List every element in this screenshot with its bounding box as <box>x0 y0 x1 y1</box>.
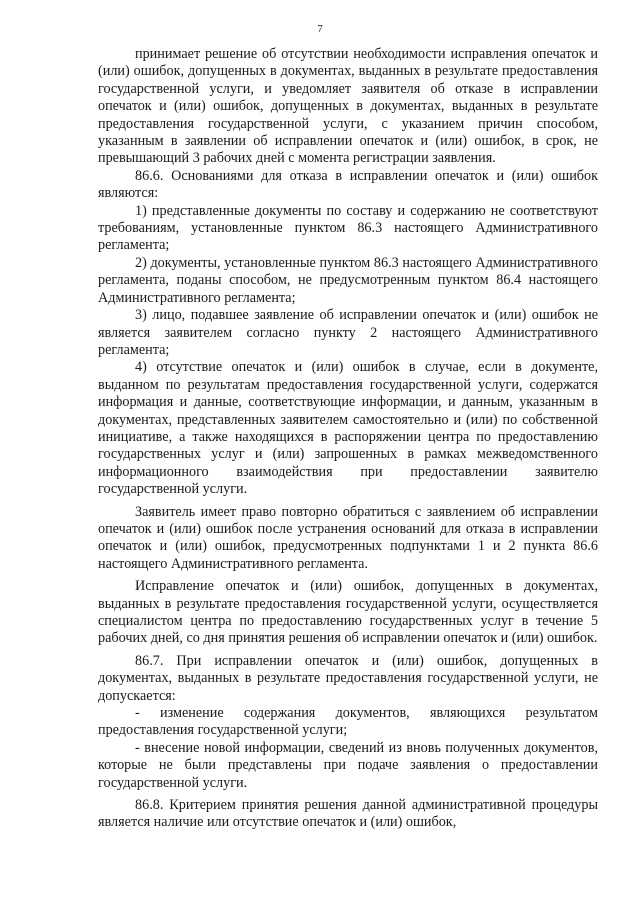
list-item-restriction-1: - изменение содержания документов, являющихся результатом предоставления государственной услуги; <box>98 705 598 739</box>
paragraph-correction-term: Исправление опечаток и (или) ошибок, допущенных в документах, выданных в результате предоставления государственной услуги, осуществляется специалистом центра по предоставлению государственных услуг в течение 5 рабочих дней, со дня принятия решения об исправлении опечаток и (или) ошибок. <box>98 578 598 647</box>
list-item-ground-4: 4) отсутствие опечаток и (или) ошибок в случае, если в документе, выданном по результатам предоставления государственной услуги, содержатся информация и данные, соответствующие информации, и данным, указанным в документах, представленных заявителем самостоятельно и (или) по собственной инициативе, а также находящихся в распоряжении центра по предоставлению государственных услуг и (или) запрошенных в рамках межведомственного информационного взаимодействия при предоставлении заявителю государственной услуги. <box>98 359 598 498</box>
paragraph-86-6-grounds: 86.6. Основаниями для отказа в исправлении опечаток и (или) ошибок являются: <box>98 167 598 202</box>
paragraph-86-8-criterion: 86.8. Критерием принятия решения данной административной процедуры является наличие или отсутствие опечаток и (или) ошибок, <box>98 797 598 831</box>
list-item-ground-3: 3) лицо, подавшее заявление об исправлении опечаток и (или) ошибок не является заявителем согласно пункту 2 настоящего Административного регламента; <box>98 307 598 358</box>
paragraph-decision-no-correction: принимает решение об отсутствии необходимости исправления опечаток и (или) ошибок, допущенных в документах, выданных в результате предоставления государственной услуги, и уведомляет заявителя об отказе в исправлении опечаток и (или) ошибок, допущенных в документах, выданных в результате предоставления государственной услуги, с указанием причин способом, указанным в заявлении об исправлении опечаток и (или) ошибок, в срок, не превышающий 3 рабочих дней с момента регистрации заявления. <box>98 46 598 167</box>
list-item-restriction-2: - внесение новой информации, сведений из вновь полученных документов, которые не были представлены при подаче заявления о предоставлении государственной услуги. <box>98 739 598 791</box>
document-body <box>98 46 598 832</box>
list-item-ground-1: 1) представленные документы по составу и содержанию не соответствуют требованиям, установленные пунктом 86.3 настоящего Административного регламента; <box>98 202 598 254</box>
list-item-ground-2: 2) документы, установленные пунктом 86.3 настоящего Административного регламента, поданы способом, не предусмотренным пунктом 86.4 настоящего Административного регламента; <box>98 254 598 306</box>
page-number: 7 <box>317 23 323 35</box>
paragraph-repeat-application: Заявитель имеет право повторно обратиться с заявлением об исправлении опечаток и (или) ошибок после устранения оснований для отказа в исправлении опечаток и (или) ошибок, предусмотренных подпунктами 1 и 2 пункта 86.6 настоящего Административного регламента. <box>98 503 598 572</box>
paragraph-86-7-restrictions: 86.7. При исправлении опечаток и (или) ошибок, допущенных в документах, выданных в результате предоставления государственной услуги, не допускается: <box>98 652 598 704</box>
